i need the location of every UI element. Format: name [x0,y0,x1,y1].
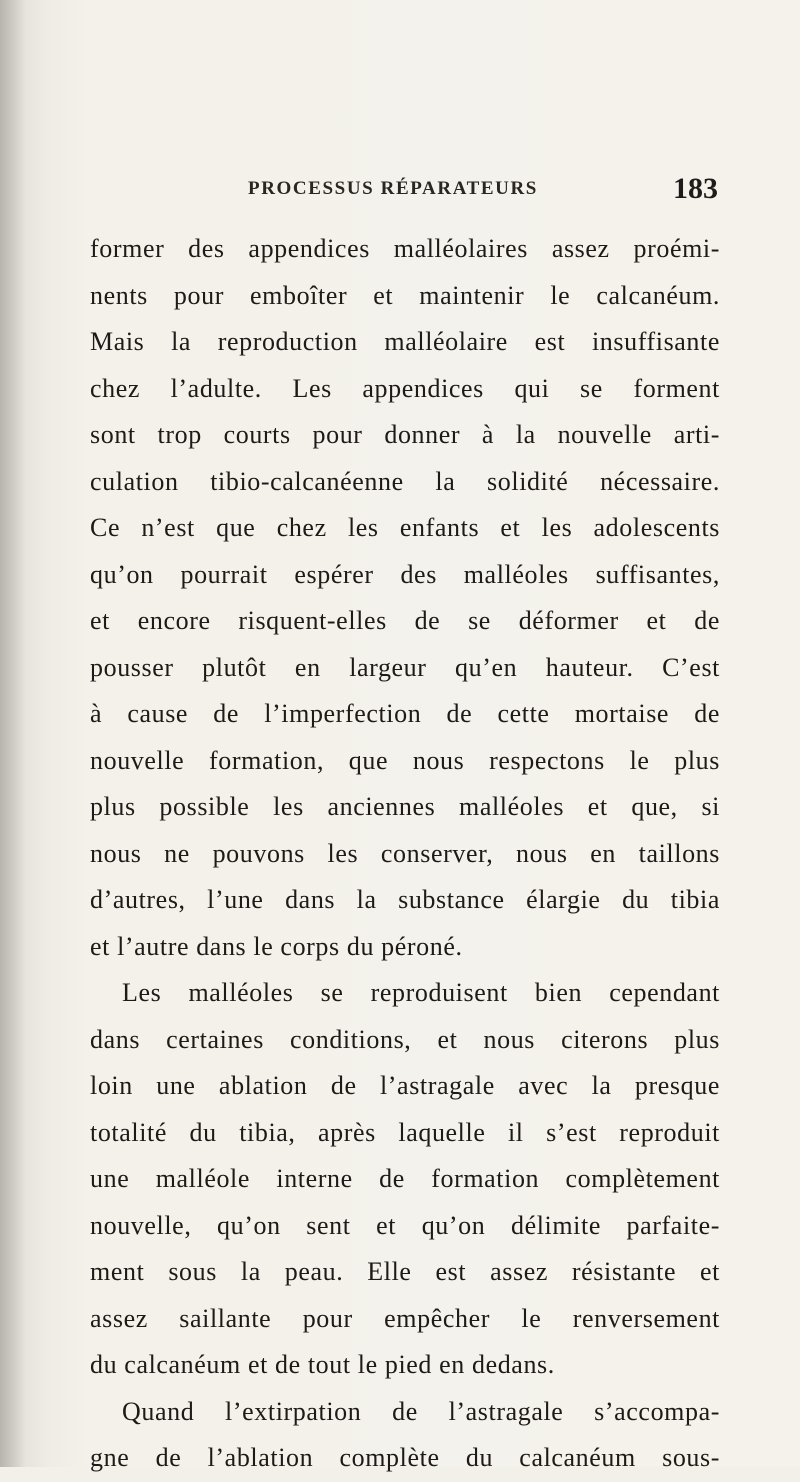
page-gutter-shadow [0,0,26,1467]
text-line: du calcanéum et de tout le pied en dedans. [90,1350,555,1379]
text-line: dans certaines conditions, et nous citerons plus [90,1024,720,1054]
text-line: Quand l’extirpation de l’astragale s’accompa- [122,1396,720,1426]
text-line: ment sous la peau. Elle est assez résistante et [90,1257,720,1286]
text-line: pousser plutôt en largeur qu’en hauteur. C’est [90,652,720,682]
text-line: Ce n’est que chez les enfants et les adolescents [90,513,720,542]
text-line: sont trop courts pour donner à la nouvelle arti- [90,420,720,449]
text-line: nouvelle, qu’on sent et qu’on délimite parfaite- [90,1210,720,1240]
text-line: chez l’adulte. Les appendices qui se forment [90,373,720,403]
text-line: gne de l’ablation complète du calcanéum sous- [90,1443,720,1472]
page-number: 183 [673,172,718,205]
text-line: loin une ablation de l’astragale avec la presque [90,1071,720,1100]
text-line: à cause de l’imperfection de cette mortaise de [90,699,720,728]
page-header [248,172,718,208]
text-line: Mais la reproduction malléolaire est insuffisante [90,327,720,356]
body-text [90,226,720,1482]
text-line: Les malléoles se reproduisent bien cependant [122,978,720,1007]
text-line: qu’on pourrait espérer des malléoles suffisantes, [90,559,720,589]
text-line: former des appendices malléolaires assez proémi- [90,234,720,263]
text-line: et encore risquent-elles de se déformer et de [90,606,720,635]
text-line: assez saillante pour empêcher le renversement [90,1303,720,1333]
text-line: plus possible les anciennes malléoles et que, si [90,792,720,821]
text-line: une malléole interne de formation complètement [90,1164,720,1193]
text-line: nous ne pouvons les conserver, nous en taillons [90,838,720,868]
text-line: nouvelle formation, que nous respectons le plus [90,745,720,775]
running-head: PROCESSUS RÉPARATEURS [248,178,538,199]
text-line: d’autres, l’une dans la substance élargie du tibia [90,885,720,914]
text-line: nents pour emboîter et maintenir le calcanéum. [90,280,720,310]
text-line: culation tibio-calcanéenne la solidité nécessaire. [90,466,720,496]
text-line: totalité du tibia, après laquelle il s’est reproduit [90,1117,720,1147]
text-line: et l’autre dans le corps du péroné. [90,931,463,961]
